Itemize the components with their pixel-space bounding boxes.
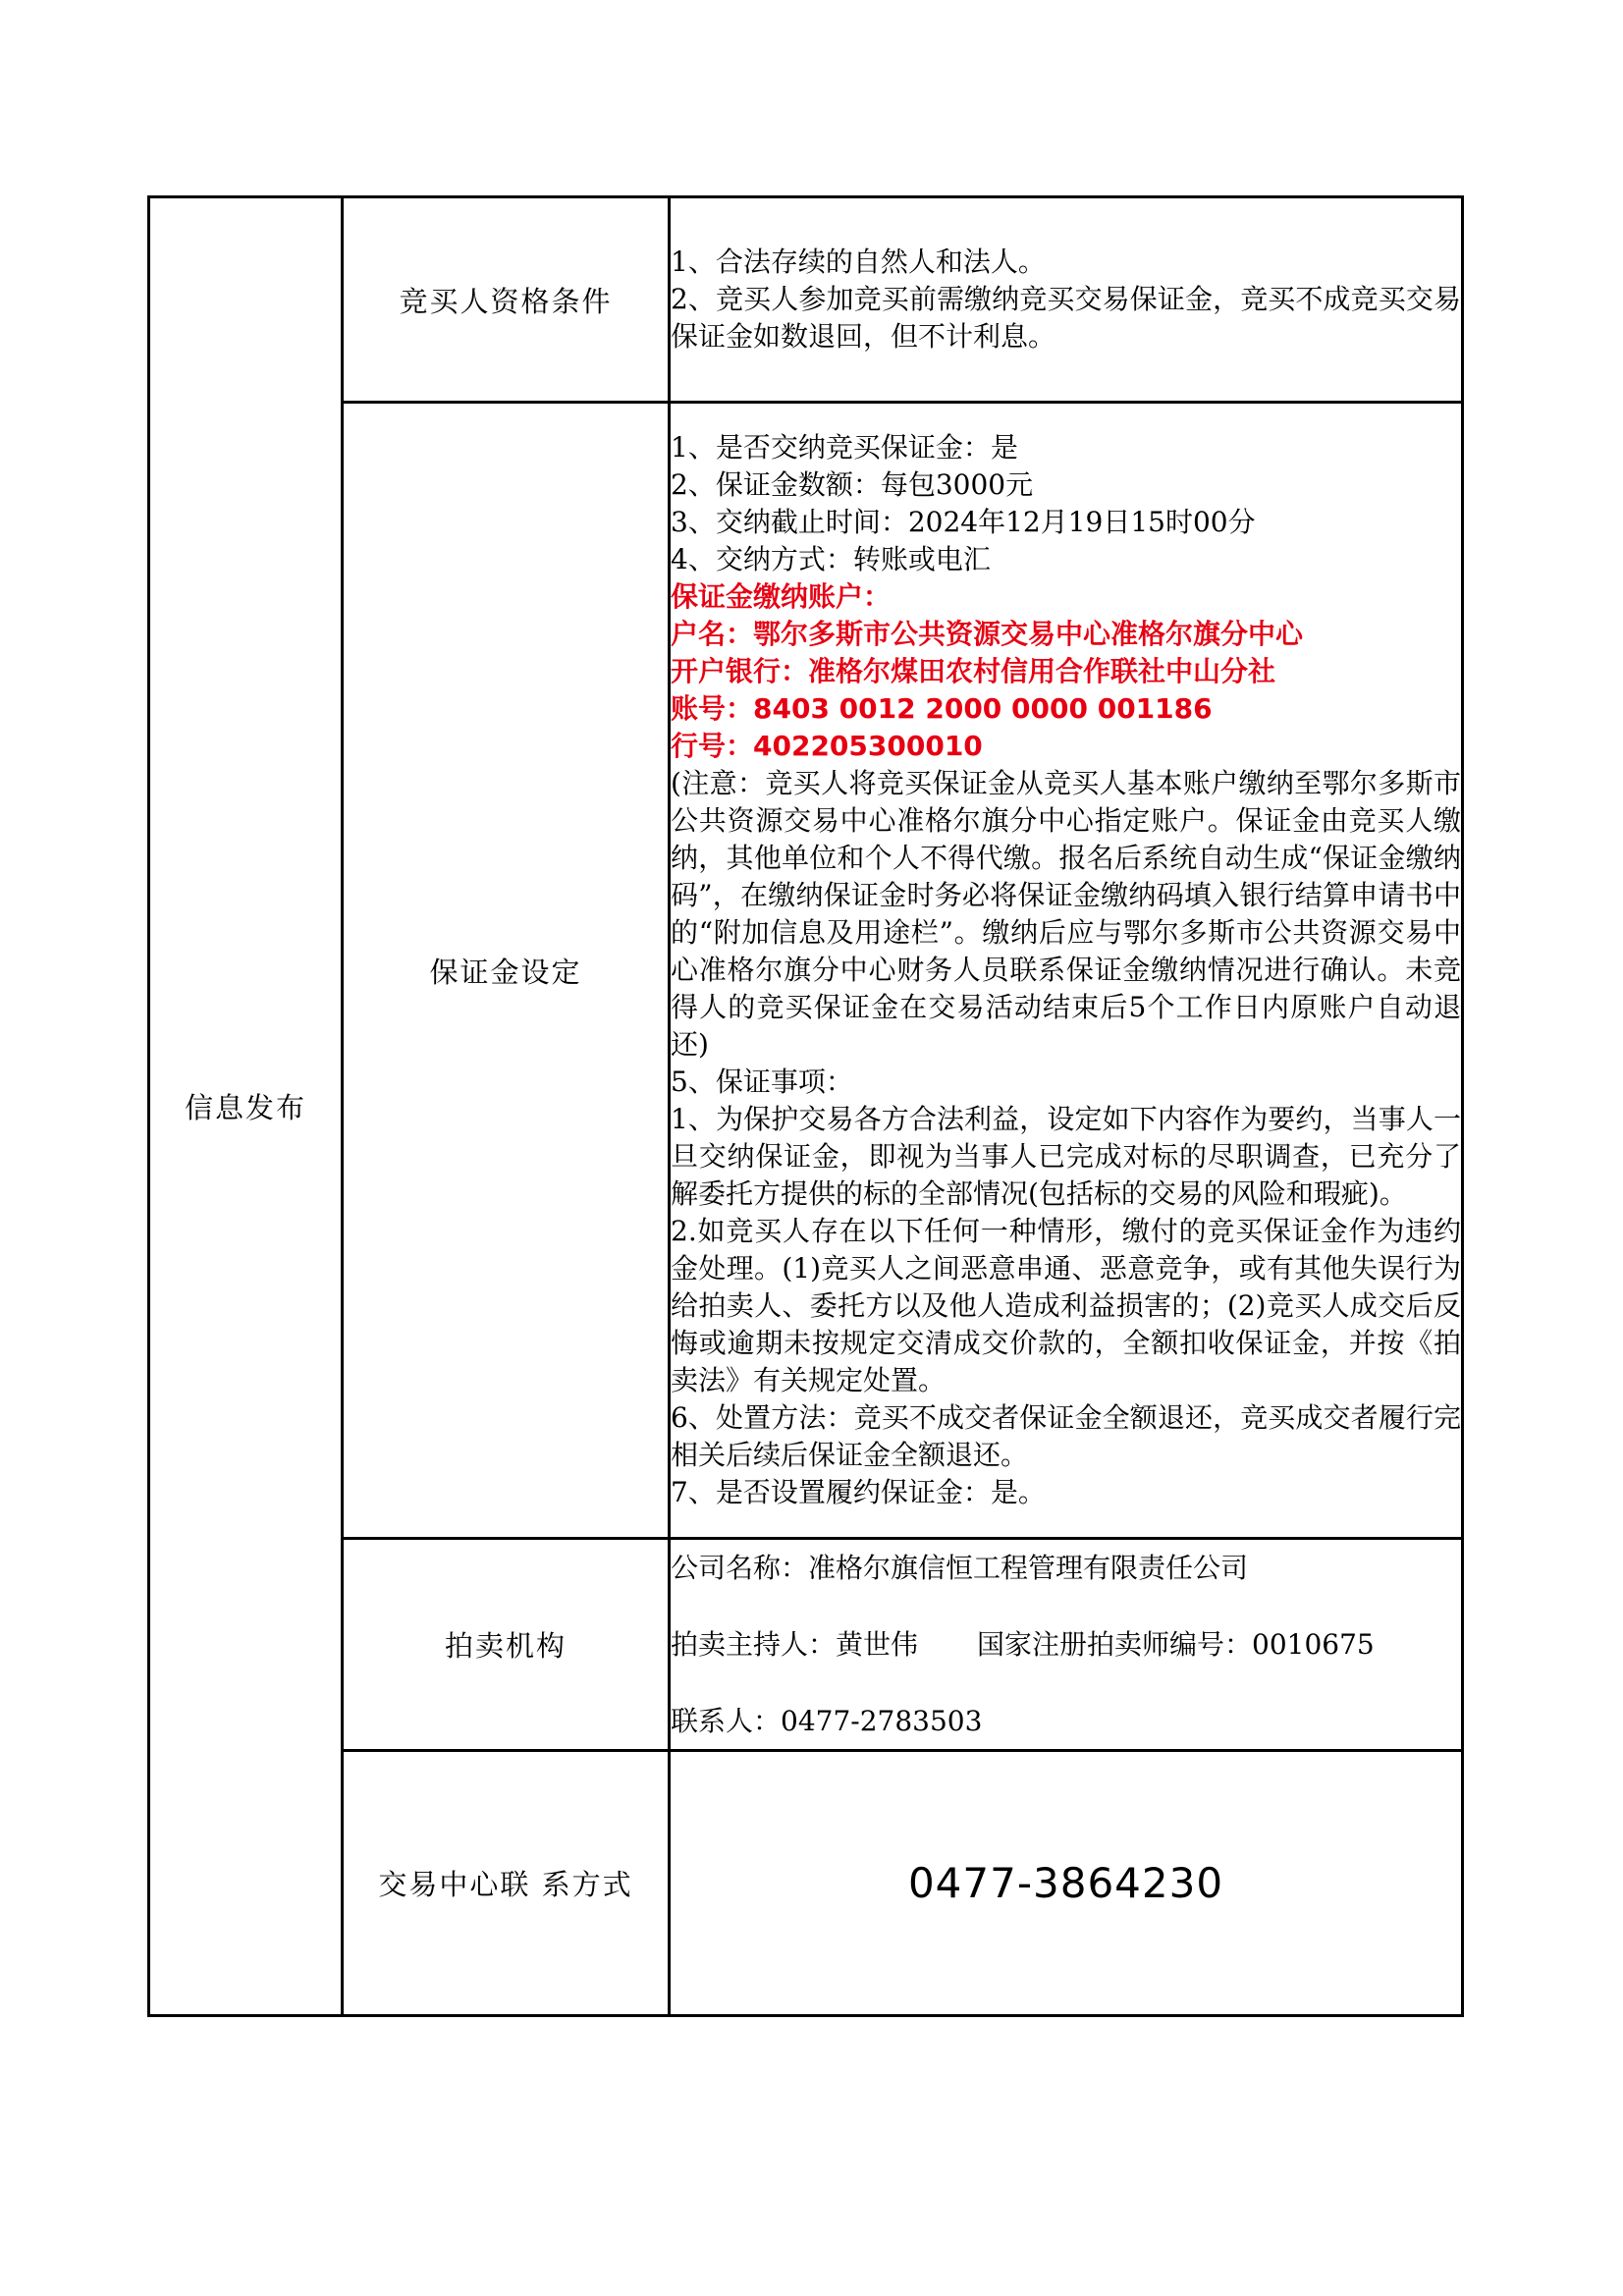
center-phone: 0477-3864230	[670, 1751, 1463, 2016]
deposit-matter: 2.如竞买人存在以下任何一种情形，缴付的竞买保证金作为违约金处理。(1)竞买人之间恶意串通、恶意竞争，或有其他失误行为给拍卖人、委托方以及他人造成利益损害的；(2)竞买人成交后反悔或逾期未按规定交清成交价款的，全额扣收保证金，并按《拍卖法》有关规定处置。	[671, 1215, 1461, 1396]
deposit-matter: 5、保证事项：	[671, 1066, 853, 1098]
deposit-matter: 7、是否设置履约保证金：是。	[671, 1476, 1046, 1508]
deposit-matter: 1、为保护交易各方合法利益，设定如下内容作为要约，当事人一旦交纳保证金，即视为当事人已完成对标的尽职调查，已充分了解委托方提供的标的全部情况(包括标的交易的风险和瑕疵)。	[671, 1103, 1461, 1210]
center-row	[149, 1751, 1463, 2016]
section-label: 信息发布	[149, 197, 343, 2016]
account-name: 户名：鄂尔多斯市公共资源交易中心准格尔旗分中心	[671, 618, 1304, 650]
deposit-line: 2、保证金数额：每包3000元	[671, 468, 1034, 501]
center-label: 交易中心联 系方式	[343, 1751, 670, 2016]
qualification-content	[670, 197, 1463, 403]
qualification-line: 1、合法存续的自然人和法人。	[671, 246, 1046, 278]
agency-host-line	[671, 1626, 1461, 1664]
deposit-line: 1、是否交纳竞买保证金：是	[671, 431, 1018, 464]
deposit-matter: 6、处置方法：竞买不成交者保证金全额退还，竞买成交者履行完相关后续后保证金全额退还。	[671, 1401, 1461, 1471]
deposit-label: 保证金设定	[343, 403, 670, 1539]
account-bank-code: 行号：402205300010	[671, 730, 983, 762]
deposit-line: 3、交纳截止时间：2024年12月19日15时00分	[671, 506, 1256, 538]
qualification-label: 竞买人资格条件	[343, 197, 670, 403]
agency-auctioneer-no: 国家注册拍卖师编号：0010675	[977, 1628, 1375, 1661]
deposit-row	[149, 403, 1463, 1539]
agency-label: 拍卖机构	[343, 1539, 670, 1751]
account-bank: 开户银行：准格尔煤田农村信用合作联社中山分社	[671, 655, 1276, 687]
deposit-line: 4、交纳方式：转账或电汇	[671, 543, 991, 575]
agency-contact: 联系人：0477-2783503	[671, 1705, 983, 1737]
qualification-line: 2、竞买人参加竞买前需缴纳竞买交易保证金，竞买不成竞买交易保证金如数退回，但不计利息。	[671, 283, 1461, 353]
agency-host: 拍卖主持人：黄世伟	[671, 1628, 919, 1661]
agency-company: 公司名称：准格尔旗信恒工程管理有限责任公司	[671, 1552, 1249, 1584]
account-title: 保证金缴纳账户：	[671, 580, 892, 613]
deposit-note: (注意：竞买人将竞买保证金从竞买人基本账户缴纳至鄂尔多斯市公共资源交易中心准格尔旗分中心指定账户。保证金由竞买人缴纳，其他单位和个人不得代缴。报名后系统自动生成“保证金缴纳码”，在缴纳保证金时务必将保证金缴纳码填入银行结算申请书中的“附加信息及用途栏”。缴纳后应与鄂尔多斯市公共资源交易中心准格尔旗分中心财务人员联系保证金缴纳情况进行确认。未竞得人的竞买保证金在交易活动结束后5个工作日内原账户自动退还)	[671, 767, 1461, 1061]
auction-info-table	[147, 195, 1464, 2017]
qualification-row	[149, 197, 1463, 403]
agency-content	[670, 1539, 1463, 1751]
agency-row	[149, 1539, 1463, 1751]
account-number: 账号：8403 0012 2000 0000 001186	[671, 692, 1213, 725]
deposit-content	[670, 403, 1463, 1539]
